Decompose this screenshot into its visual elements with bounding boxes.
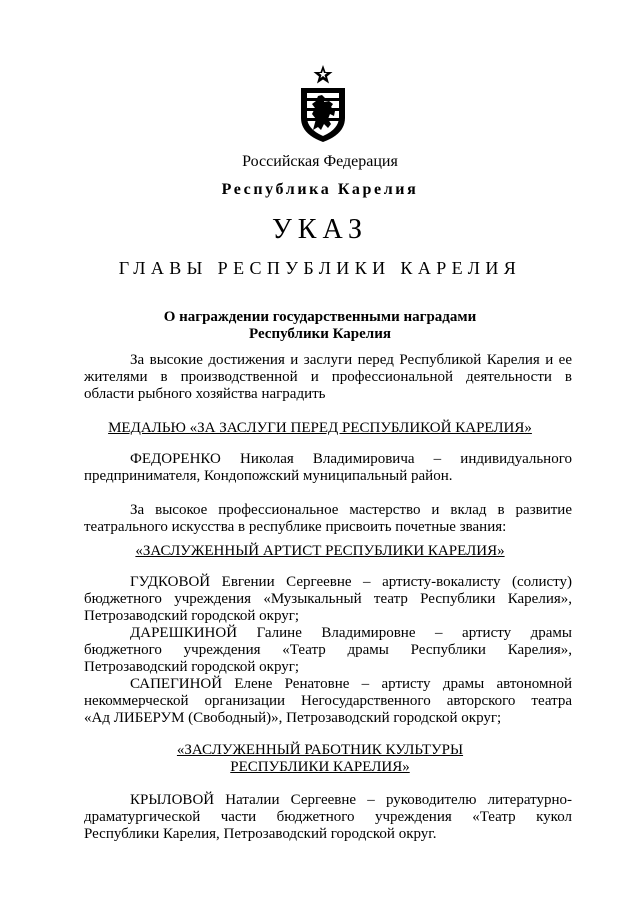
text-line: Петрозаводский городской округ; [84,608,300,624]
award-line: «ЗАСЛУЖЕННЫЙ РАБОТНИК КУЛЬТУРЫ [176,742,464,758]
document-type: УКАЗ [271,214,369,245]
document-issuer: ГЛАВЫ РЕСПУБЛИКИ КАРЕЛИЯ [118,258,522,278]
honored-culture-worker-title [0,742,640,776]
republic-name: Республика Карелия [221,181,419,198]
text-line: Республики Карелия, Петрозаводский городской округ. [84,826,437,842]
text-line: «Ад ЛИБЕРУМ (Свободный)», Петрозаводский городской округ; [84,710,502,726]
text-line: Петрозаводский городской округ; [84,659,300,675]
text-line: драматургической части бюджетного учреждения «Театр кукол [84,809,572,825]
medal-award-title: МЕДАЛЬЮ «ЗА ЗАСЛУГИ ПЕРЕД РЕСПУБЛИКОЙ КАРЕЛИЯ» [108,420,532,436]
section2-persons [84,574,572,727]
karelia-coat-of-arms-icon [298,64,348,144]
text-line: За высокие достижения и заслуги перед Республикой Карелия и ее [130,352,572,368]
text-line: ФЕДОРЕНКО Николая Владимировича – индивидуального [130,451,572,467]
subject-line: О награждении государственными наградами [163,309,477,325]
text-line: ДАРЕШКИНОЙ Галине Владимировне – артисту драмы [130,625,572,641]
award-line: РЕСПУБЛИКИ КАРЕЛИЯ» [230,759,410,775]
text-line: области рыбного хозяйства наградить [84,386,326,402]
section2-intro [84,502,572,536]
text-line: театрального искусства в республике присвоить почетные звания: [84,519,507,535]
text-line: жителями в производственной и профессиональной деятельности в [84,369,572,385]
text-line: бюджетного учреждения «Музыкальный театр Республики Карелия», [84,591,572,607]
honored-artist-title: «ЗАСЛУЖЕННЫЙ АРТИСТ РЕСПУБЛИКИ КАРЕЛИЯ» [135,543,505,559]
country-name: Российская Федерация [242,153,398,170]
text-line: За высокое профессиональное мастерство и вклад в развитие [130,502,572,518]
text-line: некоммерческой организации Негосударственного авторского театра [84,693,572,709]
section1-intro [84,352,572,403]
subject-line: Республики Карелия [249,326,391,342]
text-line: САПЕГИНОЙ Елене Ренатовне – артисту драмы автономной [130,676,572,692]
section3-person [84,792,572,843]
document-subject [0,309,640,343]
section1-person [84,451,572,485]
text-line: бюджетного учреждения «Театр драмы Республики Карелия», [84,642,572,658]
text-line: КРЫЛОВОЙ Наталии Сергеевне – руководителю литературно- [130,792,572,808]
text-line: предпринимателя, Кондопожский муниципальный район. [84,468,453,484]
text-line: ГУДКОВОЙ Евгении Сергеевне – артисту-вокалисту (солисту) [130,574,572,590]
